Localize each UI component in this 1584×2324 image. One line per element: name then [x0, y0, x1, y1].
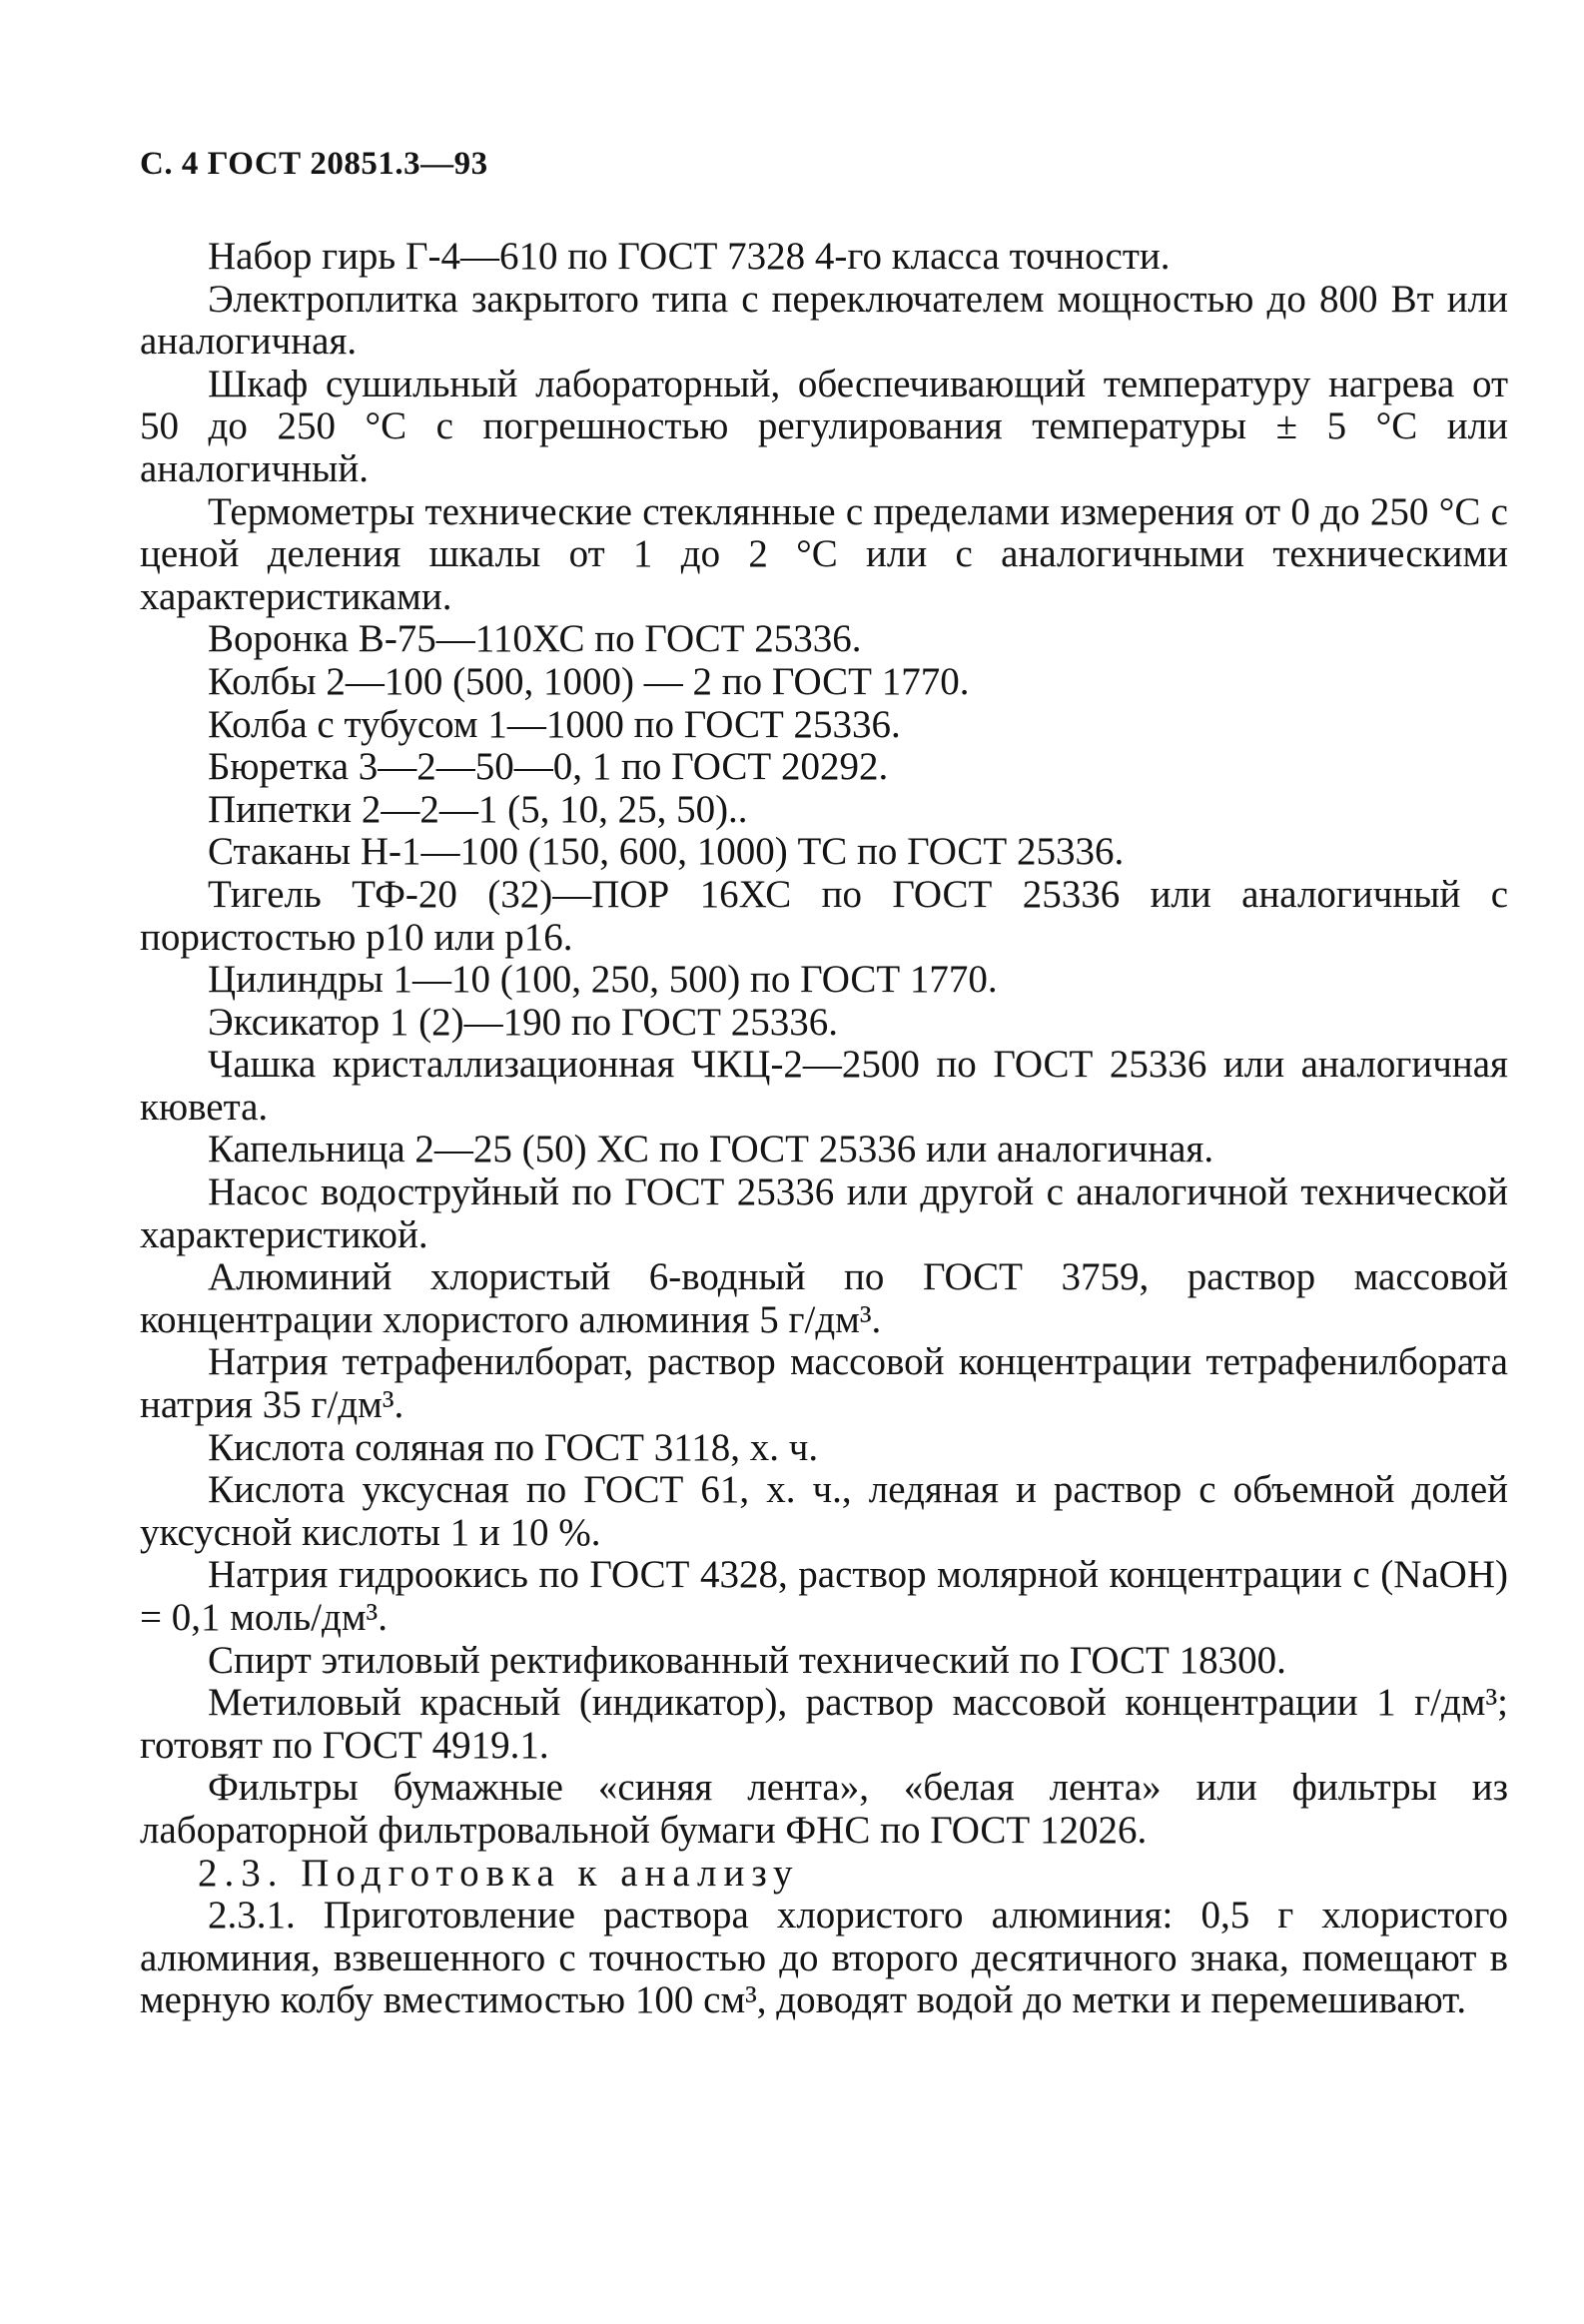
document-body — [140, 236, 1508, 2022]
paragraph: Чашка кристаллизационная ЧКЦ-2—2500 по ГОСТ 25336 или аналогичная кювета. — [140, 1043, 1508, 1129]
paragraph: Кислота соляная по ГОСТ 3118, х. ч. — [208, 1425, 819, 1469]
paragraph: Фильтры бумажные «синяя лента», «белая лента» или фильтры из лабораторной фильтровальной бумаги ФНС по ГОСТ 12026. — [140, 1766, 1508, 1852]
paragraph: Кислота уксусная по ГОСТ 61, х. ч., ледяная и раствор с объемной долей уксусной кислоты 1 и 10 %. — [140, 1468, 1508, 1554]
paragraph: Колба с тубусом 1—1000 по ГОСТ 25336. — [208, 702, 901, 746]
paragraph: Воронка В-75—110ХС по ГОСТ 25336. — [208, 617, 862, 661]
paragraph: Стаканы Н-1—100 (150, 600, 1000) ТС по ГОСТ 25336. — [208, 830, 1125, 874]
paragraph: Капельница 2—25 (50) ХС по ГОСТ 25336 или аналогичная. — [208, 1128, 1214, 1171]
paragraph: Насос водоструйный по ГОСТ 25336 или другой с аналогичной технической характеристикой. — [140, 1170, 1508, 1256]
paragraph: Тигель ТФ-20 (32)—ПОР 16ХС по ГОСТ 25336 или аналогичный с пористостью р10 или р16. — [140, 872, 1508, 959]
paragraph: Натрия тетрафенилборат, раствор массовой концентрации тетрафенилбората натрия 35 г/дм³. — [140, 1340, 1508, 1427]
paragraph: Набор гирь Г-4—610 по ГОСТ 7328 4-го класса точности. — [208, 235, 1171, 278]
paragraph: Метиловый красный (индикатор), раствор массовой концентрации 1 г/дм³; готовят по ГОСТ 4919.1. — [140, 1681, 1508, 1767]
paragraph: Электроплитка закрытого типа с переключателем мощностью до 800 Вт или аналогичная. — [140, 277, 1508, 364]
paragraph: Алюминий хлористый 6-водный по ГОСТ 3759, раствор массовой концентрации хлористого алюминия 5 г/дм³. — [140, 1255, 1508, 1341]
page-header: С. 4 ГОСТ 20851.3—93 — [140, 146, 488, 182]
paragraph: Натрия гидроокись по ГОСТ 4328, раствор молярной концентрации с (NaOH) = 0,1 моль/дм³. — [140, 1553, 1508, 1639]
section-title: 2.3. Подготовка к анализу — [198, 1851, 800, 1895]
paragraph: Спирт этиловый ректификованный технический по ГОСТ 18300. — [208, 1638, 1286, 1682]
paragraph: Колбы 2—100 (500, 1000) — 2 по ГОСТ 1770. — [208, 659, 970, 703]
paragraph: Пипетки 2—2—1 (5, 10, 25, 50).. — [208, 787, 748, 831]
paragraph: Шкаф сушильный лабораторный, обеспечивающий температуру нагрева от 50 до 250 °С с погрешностью регулирования температуры ± 5 °С или аналогичный. — [140, 362, 1508, 490]
section-paragraph: 2.3.1. Приготовление раствора хлористого алюминия: 0,5 г хлористого алюминия, взвешенного с точностью до второго десятичного знака, помещают в мерную колбу вместимостью 100 см³, доводят водой до метки и перемешивают. — [140, 1894, 1508, 2022]
paragraph: Бюретка 3—2—50—0, 1 по ГОСТ 20292. — [208, 745, 889, 789]
paragraph: Термометры технические стеклянные с пределами измерения от 0 до 250 °С с ценой деления шкалы от 1 до 2 °С или с аналогичными техническими характеристиками. — [140, 489, 1508, 618]
paragraph: Эксикатор 1 (2)—190 по ГОСТ 25336. — [208, 1000, 838, 1044]
paragraph: Цилиндры 1—10 (100, 250, 500) по ГОСТ 1770. — [208, 958, 998, 1002]
